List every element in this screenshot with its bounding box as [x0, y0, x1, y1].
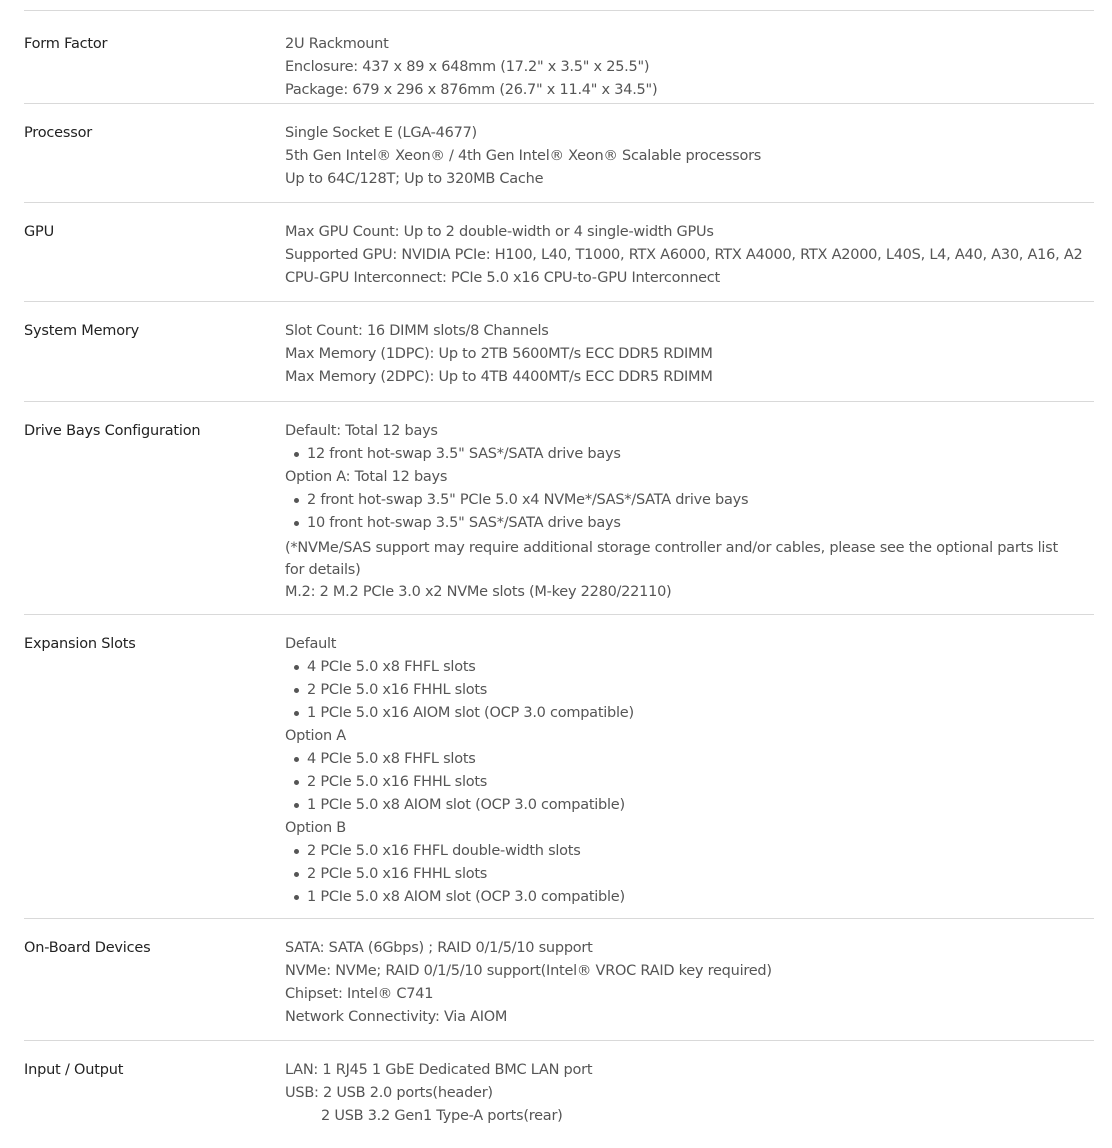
spec-values — [285, 937, 1075, 1029]
spec-label: System Memory — [24, 323, 140, 339]
spec-value: Slot Count: 16 DIMM slots/8 Channels — [285, 323, 549, 339]
spec-label: Input / Output — [24, 1062, 124, 1078]
bullet-icon — [294, 688, 299, 693]
list-item — [285, 702, 1075, 725]
list-item-text: 4 PCIe 5.0 x8 FHFL slots — [307, 751, 476, 767]
spec-label: Expansion Slots — [24, 636, 136, 652]
bullet-icon — [294, 803, 299, 808]
spec-value: 2U Rackmount — [285, 36, 389, 52]
spec-row-expansion-slots — [24, 614, 1094, 918]
spec-row-form-factor — [24, 10, 1094, 103]
spec-values — [285, 33, 1075, 102]
spec-value: Network Connectivity: Via AIOM — [285, 1009, 508, 1025]
drive-option-a-heading: Option A: Total 12 bays — [285, 469, 448, 485]
spec-value: Max Memory (1DPC): Up to 2TB 5600MT/s ECC DDR5 RDIMM — [285, 346, 713, 362]
bullet-icon — [294, 757, 299, 762]
bullet-icon — [294, 452, 299, 457]
drive-m2: M.2: 2 M.2 PCIe 3.0 x2 NVMe slots (M-key 2280/22110) — [285, 584, 672, 600]
spec-row-system-memory — [24, 301, 1094, 401]
spec-values — [285, 633, 1075, 909]
expansion-option-b-heading: Option B — [285, 820, 346, 836]
spec-value: USB: 2 USB 2.0 ports(header) — [285, 1085, 493, 1101]
drive-option-a-list — [285, 489, 1075, 535]
list-item-text: 1 PCIe 5.0 x8 AIOM slot (OCP 3.0 compatible) — [307, 889, 625, 905]
spec-label: On-Board Devices — [24, 940, 151, 956]
list-item — [285, 748, 1075, 771]
list-item-text: 1 PCIe 5.0 x16 AIOM slot (OCP 3.0 compatible) — [307, 705, 634, 721]
spec-row-onboard-devices — [24, 918, 1094, 1040]
bullet-icon — [294, 711, 299, 716]
drive-default-heading: Default: Total 12 bays — [285, 423, 438, 439]
list-item — [285, 863, 1075, 886]
list-item — [285, 443, 1075, 466]
spec-value: 5th Gen Intel® Xeon® / 4th Gen Intel® Xeon® Scalable processors — [285, 148, 762, 164]
spec-label: GPU — [24, 224, 54, 240]
list-item — [285, 512, 1075, 535]
spec-value-indented: 2 USB 3.2 Gen1 Type-A ports(rear) — [321, 1108, 563, 1124]
spec-value: NVMe: NVMe; RAID 0/1/5/10 support(Intel® VROC RAID key required) — [285, 963, 772, 979]
spec-values — [285, 320, 1075, 389]
list-item-text: 1 PCIe 5.0 x8 AIOM slot (OCP 3.0 compatible) — [307, 797, 625, 813]
spec-row-drive-bays — [24, 401, 1094, 614]
expansion-option-a-list — [285, 748, 1075, 817]
bullet-icon — [294, 780, 299, 785]
drive-default-list — [285, 443, 1075, 466]
spec-values — [285, 420, 1075, 604]
bullet-icon — [294, 872, 299, 877]
bullet-icon — [294, 895, 299, 900]
list-item-text: 2 PCIe 5.0 x16 FHHL slots — [307, 682, 488, 698]
spec-row-gpu — [24, 202, 1094, 301]
list-item — [285, 794, 1075, 817]
bullet-icon — [294, 521, 299, 526]
spec-value: Chipset: Intel® C741 — [285, 986, 434, 1002]
spec-values — [285, 1059, 1075, 1128]
spec-row-processor — [24, 103, 1094, 202]
spec-value: Single Socket E (LGA-4677) — [285, 125, 477, 141]
spec-label: Processor — [24, 125, 93, 141]
list-item-text: 12 front hot-swap 3.5" SAS*/SATA drive bays — [307, 446, 621, 462]
spec-label: Drive Bays Configuration — [24, 423, 201, 439]
list-item-text: 4 PCIe 5.0 x8 FHFL slots — [307, 659, 476, 675]
expansion-default-heading: Default — [285, 636, 337, 652]
spec-values — [285, 122, 1075, 191]
expansion-option-b-list — [285, 840, 1075, 909]
spec-values — [285, 221, 1083, 290]
bullet-icon — [294, 665, 299, 670]
spec-value: Max GPU Count: Up to 2 double-width or 4 single-width GPUs — [285, 224, 714, 240]
spec-label: Form Factor — [24, 36, 108, 52]
expansion-option-a-heading: Option A — [285, 728, 346, 744]
spec-value: Up to 64C/128T; Up to 320MB Cache — [285, 171, 544, 187]
spec-value: CPU-GPU Interconnect: PCIe 5.0 x16 CPU-to-GPU Interconnect — [285, 270, 720, 286]
bullet-icon — [294, 849, 299, 854]
drive-note: (*NVMe/SAS support may require additional storage controller and/or cables, please see the optional parts list for details) — [285, 540, 1058, 578]
list-item — [285, 771, 1075, 794]
spec-value: Supported GPU: NVIDIA PCIe: H100, L40, T1000, RTX A6000, RTX A4000, RTX A2000, L40S, L4, A40, A30, A16, A2 — [285, 247, 1083, 263]
list-item-text: 2 PCIe 5.0 x16 FHFL double-width slots — [307, 843, 581, 859]
list-item-text: 2 front hot-swap 3.5" PCIe 5.0 x4 NVMe*/SAS*/SATA drive bays — [307, 492, 749, 508]
list-item — [285, 489, 1075, 512]
spec-value: Max Memory (2DPC): Up to 4TB 4400MT/s ECC DDR5 RDIMM — [285, 369, 713, 385]
list-item-text: 2 PCIe 5.0 x16 FHHL slots — [307, 866, 488, 882]
list-item-text: 10 front hot-swap 3.5" SAS*/SATA drive bays — [307, 515, 621, 531]
spec-value: Package: 679 x 296 x 876mm (26.7" x 11.4" x 34.5") — [285, 82, 658, 98]
bullet-icon — [294, 498, 299, 503]
list-item-text: 2 PCIe 5.0 x16 FHHL slots — [307, 774, 488, 790]
spec-value: SATA: SATA (6Gbps) ; RAID 0/1/5/10 support — [285, 940, 593, 956]
list-item — [285, 886, 1075, 909]
spec-value: Enclosure: 437 x 89 x 648mm (17.2" x 3.5" x 25.5") — [285, 59, 650, 75]
expansion-default-list — [285, 656, 1075, 725]
list-item — [285, 840, 1075, 863]
spec-value: LAN: 1 RJ45 1 GbE Dedicated BMC LAN port — [285, 1062, 593, 1078]
list-item — [285, 679, 1075, 702]
spec-row-input-output — [24, 1040, 1094, 1148]
list-item — [285, 656, 1075, 679]
